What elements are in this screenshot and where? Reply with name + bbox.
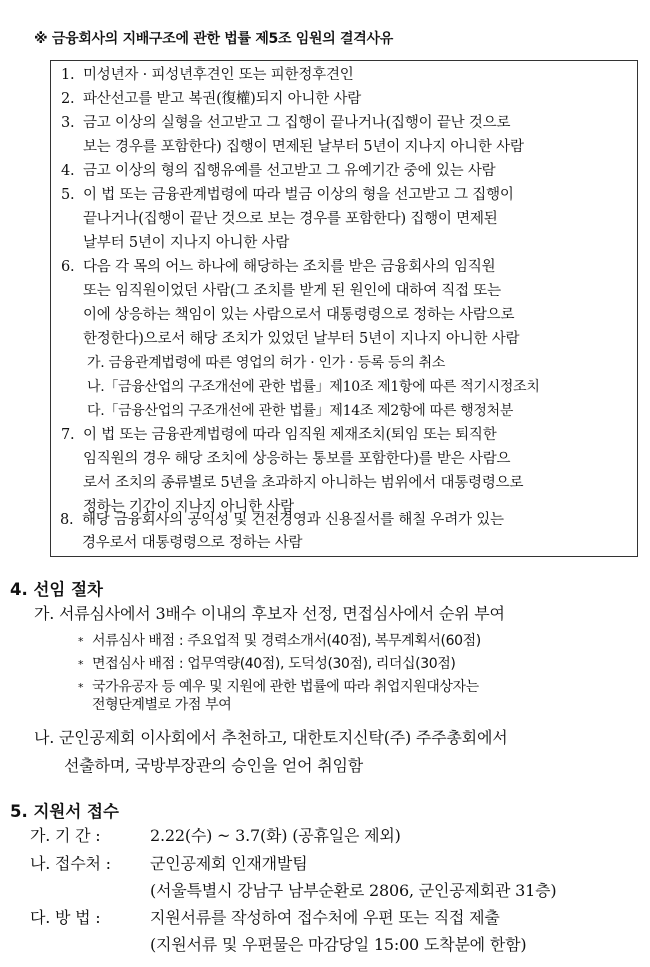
period-row: 가. 기 간 : 2.22(수) ~ 3.7(화) (공휴일은 제외) [30,826,401,845]
sub-item: 나.「금융산업의 구조개선에 관한 법률」제10조 제1항에 따른 적기시정조치 [87,379,540,395]
section-4-ga: 가. 서류심사에서 3배수 이내의 후보자 선정, 면접심사에서 순위 부여 [34,604,505,623]
section-4-na: 나. 군인공제회 이사회에서 추천하고, 대한토지신탁(주) 주주총회에서 [34,728,508,747]
sub-item: 다.「금융산업의 구조개선에 관한 법률」제14조 제2항에 따른 행정처분 [87,403,514,419]
list-item: 8. 해당 금융회사의 공익성 및 건전경영과 신용질서를 해칠 우려가 있는 [60,512,504,528]
list-item: 2. 파산선고를 받고 복권(復權)되지 아니한 사람 [61,91,362,107]
list-item-cont: 날부터 5년이 지나지 아니한 사람 [83,235,290,251]
place-address: (서울특별시 강남구 남부순환로 2806, 군인공제회관 31층) [150,881,557,900]
section-4-title: 4. 선임 절차 [10,580,103,599]
list-item-cont: 한정한다)으로서 해당 조치가 있었던 날부터 5년이 지나지 아니한 사람 [83,331,520,347]
section-5-title: 5. 지원서 접수 [10,802,119,821]
note-item: * 서류심사 배점 : 주요업적 및 경력소개서(40점), 복무계획서(60점) [78,633,481,649]
list-item-cont: 보는 경우를 포함한다) 집행이 면제된 날부터 5년이 지나지 아니한 사람 [83,139,524,155]
list-item-cont: 이에 상응하는 책임이 있는 사람으로서 대통령령으로 정하는 사람으로 [83,307,515,323]
list-item: 5. 이 법 또는 금융관계법령에 따라 벌금 이상의 형을 선고받고 그 집행이 [61,187,514,203]
list-item-cont: 로서 조치의 종류별로 5년을 초과하지 아니하는 범위에서 대통령령으로 [83,475,524,491]
section-4-na-cont: 선출하며, 국방부장관의 승인을 얻어 취임함 [64,756,364,775]
note-item: * 면접심사 배점 : 업무역량(40점), 도덕성(30점), 리더십(30점) [78,656,456,672]
method-note: (지원서류 및 우편물은 마감당일 15:00 도착분에 한함) [150,935,527,954]
list-item-cont: 경우로서 대통령령으로 정하는 사람 [82,535,303,551]
note-title: ※ 금융회사의 지배구조에 관한 법률 제5조 임원의 결격사유 [34,31,393,47]
note-item: * 국가유공자 등 예우 및 지원에 관한 법률에 따라 취업지원대상자는 [78,679,479,695]
list-item-cont: 정하는 기간이 지나지 아니한 사람 [83,499,294,515]
disqualification-box [50,60,638,557]
list-item: 7. 이 법 또는 금융관계법령에 따라 임직원 제재조치(퇴임 또는 퇴직한 [61,427,497,443]
list-item: 6. 다음 각 목의 어느 하나에 해당하는 조치를 받은 금융회사의 임직원 [61,259,496,275]
sub-item: 가. 금융관계법령에 따른 영업의 허가 · 인가 · 등록 등의 취소 [87,355,446,371]
note-item-cont: 전형단계별로 가점 부여 [92,697,232,713]
list-item: 3. 금고 이상의 실형을 선고받고 그 집행이 끝나거나(집행이 끝난 것으로 [61,115,511,131]
list-item: 4. 금고 이상의 형의 집행유예를 선고받고 그 유예기간 중에 있는 사람 [61,163,496,179]
place-row: 나. 접수처 : 군인공제회 인재개발팀 [30,854,308,873]
list-item-cont: 끝나거나(집행이 끝난 것으로 보는 경우를 포함한다) 집행이 면제된 [83,211,498,227]
list-item: 1. 미성년자 · 피성년후견인 또는 피한정후견인 [61,67,354,83]
method-row: 다. 방 법 : 지원서류를 작성하여 접수처에 우편 또는 직접 제출 [30,908,500,927]
list-item-cont: 또는 임직원이었던 사람(그 조치를 받게 된 원인에 대하여 직접 또는 [83,283,501,299]
list-item-cont: 임직원의 경우 해당 조치에 상응하는 통보를 포함한다)를 받은 사람으 [83,451,511,467]
